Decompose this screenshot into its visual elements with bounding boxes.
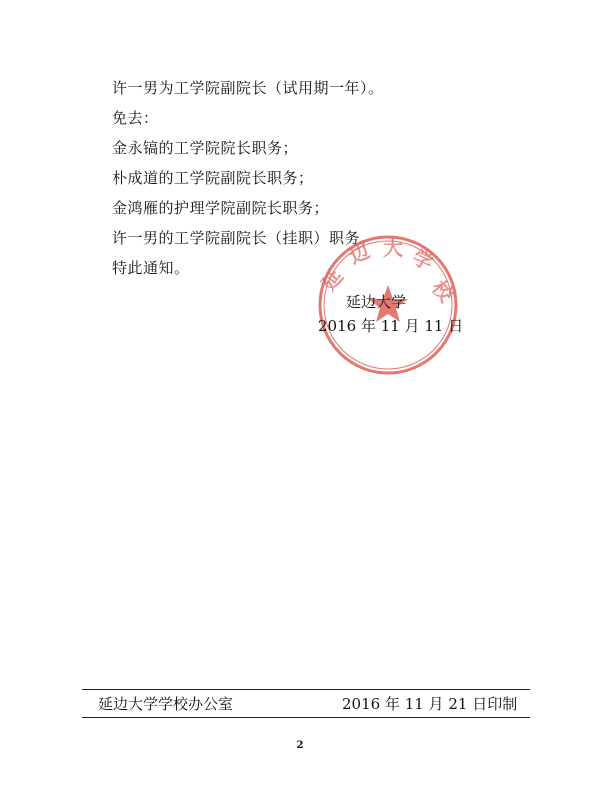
footer-bottom-rule [82, 717, 530, 718]
footer-printed-date: 2016 年 11 月 21 日印制 [342, 695, 518, 713]
signature-date: 2016 年 11 月 11 日 [318, 317, 464, 335]
svg-text:大: 大 [383, 236, 403, 260]
signature-org: 延边大学 [346, 293, 407, 311]
svg-text:延: 延 [316, 264, 348, 296]
page-number: 2 [296, 740, 304, 751]
body-line-dismiss-heading: 免去： [112, 109, 159, 127]
footer-office: 延边大学学校办公室 [98, 695, 234, 713]
svg-text:边: 边 [344, 238, 374, 269]
body-line-dismiss-1: 金永镐的工学院院长职务； [112, 139, 299, 157]
body-line-dismiss-3: 金鸿雁的护理学院副院长职务； [112, 199, 330, 217]
svg-text:校: 校 [427, 275, 459, 307]
body-line-closing: 特此通知。 [112, 259, 190, 277]
svg-text:学: 学 [408, 244, 438, 275]
body-line-dismiss-2: 朴成道的工学院副院长职务； [112, 169, 314, 187]
footer-top-rule [82, 689, 530, 690]
body-line-appointment: 许一男为工学院副院长（试用期一年）。 [112, 79, 384, 97]
body-line-dismiss-4: 许一男的工学院副院长（挂职）职务。 [112, 229, 376, 247]
